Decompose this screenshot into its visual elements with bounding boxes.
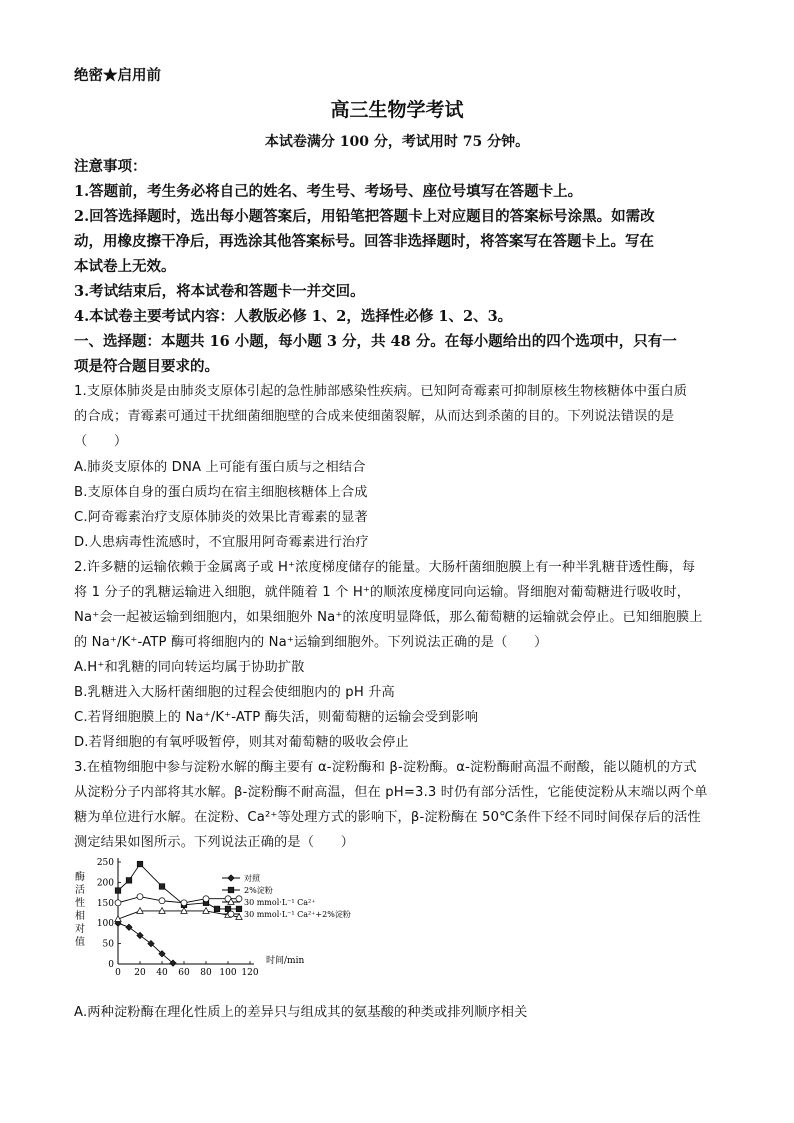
q2-option-a: A.H⁺和乳糖的同向转运均属于协助扩散 — [74, 660, 305, 675]
data-point — [159, 908, 165, 914]
data-point — [137, 908, 143, 914]
data-point — [115, 888, 121, 894]
y-axis-label-char: 值 — [75, 937, 85, 948]
note-2-line-2: 动，用橡皮擦干净后，再选涂其他答案标号。回答非选择题时，将答案写在答题卡上。写在 — [74, 233, 654, 250]
data-point — [236, 896, 242, 902]
q3-stem-line-4: 测定结果如图所示。下列说法正确的是（ ） — [74, 835, 355, 850]
q1-option-a: A.肺炎支原体的 DNA 上可能有蛋白质与之相结合 — [74, 460, 366, 475]
data-point — [181, 908, 187, 914]
q3-stem-line-2: 从淀粉分子内部将其水解。β-淀粉酶不耐高温，但在 pH=3.3 时仍有部分活性，它能使淀粉从末端以两个单 — [74, 785, 708, 800]
q2-stem-line-4: 的 Na⁺/K⁺-ATP 酶可将细胞内的 Na⁺运输到细胞外。下列说法正确的是（ ） — [74, 635, 548, 650]
q1-option-c: C.阿奇霉素治疗支原体肺炎的效果比青霉素的显著 — [74, 510, 368, 525]
enzyme-activity-chart — [70, 854, 351, 984]
x-tick-label: 100 — [219, 968, 237, 978]
data-point — [126, 878, 132, 884]
section-heading-line-2: 项是符合题目要求的。 — [74, 358, 219, 375]
y-tick-label: 250 — [96, 858, 114, 868]
data-point — [159, 898, 165, 904]
series-line-1 — [118, 923, 173, 963]
y-tick-label: 0 — [108, 960, 114, 970]
q2-option-b: B.乳糖进入大肠杆菌细胞的过程会使细胞内的 pH 升高 — [74, 685, 395, 700]
q3-stem-line-3: 糖为单位进行水解。在淀粉、Ca²⁺等处理方式的影响下，β-淀粉酶在 50℃条件下经不同时间保存后的活性 — [74, 810, 701, 825]
note-4: 4.本试卷主要考试内容：人教版必修 1、2，选择性必修 1、2、3。 — [74, 308, 513, 325]
data-point — [203, 896, 209, 902]
data-point — [126, 924, 132, 930]
data-point — [137, 932, 143, 938]
x-axis-label: 时间/min — [266, 956, 305, 966]
q1-option-d: D.人患病毒性流感时，不宜服用阿奇霉素进行治疗 — [74, 535, 369, 550]
q2-option-c: C.若肾细胞膜上的 Na⁺/K⁺-ATP 酶失活，则葡萄糖的运输会受到影响 — [74, 710, 479, 725]
data-point — [236, 906, 242, 912]
x-tick-label: 120 — [241, 968, 259, 978]
data-point — [181, 900, 187, 906]
legend-label: 2%淀粉 — [244, 886, 273, 895]
legend-marker — [228, 911, 234, 917]
exam-title: 高三生物学考试 — [330, 99, 464, 121]
note-1: 1.答题前，考生务必将自己的姓名、考生号、考场号、座位号填写在答题卡上。 — [74, 183, 583, 200]
y-axis-label-char: 活 — [75, 885, 85, 896]
data-point — [115, 900, 121, 906]
section-heading-line-1: 一、选择题：本题共 16 小题，每小题 3 分，共 48 分。在每小题给出的四个选项中，只有一 — [74, 333, 677, 350]
q2-option-d: D.若肾细胞的有氧呼吸暂停，则其对葡萄糖的吸收会停止 — [74, 735, 409, 750]
data-point — [137, 861, 143, 867]
q2-stem-line-2: 将 1 分子的乳糖运输进入细胞，就伴随着 1 个 H⁺的顺浓度梯度同向运输。肾细胞对葡萄糖进行吸收时， — [74, 585, 691, 600]
legend-label: 对照 — [244, 874, 260, 883]
exam-subtitle: 本试卷满分 100 分，考试用时 75 分钟。 — [264, 134, 530, 150]
data-point — [137, 894, 143, 900]
x-tick-label: 0 — [115, 968, 121, 978]
y-axis-label-char: 相 — [75, 911, 85, 922]
y-axis-label-char: 酶 — [75, 872, 85, 883]
q3-stem-line-1: 3.在植物细胞中参与淀粉水解的酶主要有 α-淀粉酶和 β-淀粉酶。α-淀粉酶耐高温不耐酸，能以随机的方式 — [74, 760, 697, 775]
x-tick-label: 60 — [178, 968, 190, 978]
data-point — [214, 906, 220, 912]
notes-heading: 注意事项： — [74, 158, 147, 175]
legend-marker — [228, 887, 234, 893]
y-tick-label: 200 — [96, 878, 114, 889]
data-point — [203, 908, 209, 914]
legend-marker — [228, 875, 234, 881]
data-point — [159, 884, 165, 890]
note-2-line-1: 2.回答选择题时，选出每小题答案后，用铅笔把答题卡上对应题目的答案标号涂黑。如需改 — [74, 208, 655, 225]
q1-option-b: B.支原体自身的蛋白质均在宿主细胞核糖体上合成 — [74, 485, 368, 500]
y-axis-label-char: 对 — [75, 924, 85, 935]
q2-stem-line-1: 2.许多糖的运输依赖于金属离子或 H⁺浓度梯度储存的能量。大肠杆菌细胞膜上有一种半乳糖苷透性酶，每 — [74, 560, 696, 575]
x-tick-label: 20 — [134, 968, 146, 978]
q3-option-a: A.两种淀粉酶在理化性质上的差异只与组成其的氨基酸的种类或排列顺序相关 — [74, 1005, 528, 1020]
y-tick-label: 150 — [96, 898, 114, 909]
legend-label: 30 mmol·L⁻¹ Ca²⁺ — [244, 898, 316, 907]
q1-answer-blank: （ ） — [74, 434, 128, 449]
q1-stem-line-2: 的合成；青霉素可通过干扰细菌细胞壁的合成来使细菌裂解，从而达到杀菌的目的。下列说法错误的是 — [74, 409, 675, 424]
confidential-label: 绝密★启用前 — [74, 67, 161, 84]
note-3: 3.考试结束后，将本试卷和答题卡一并交回。 — [74, 283, 365, 300]
y-tick-label: 50 — [102, 939, 114, 950]
series-line-3 — [118, 911, 239, 919]
q1-stem-line-1: 1.支原体肺炎是由肺炎支原体引起的急性肺部感染性疾病。已知阿奇霉素可抑制原核生物核糖体中蛋白质 — [74, 384, 688, 399]
y-axis-label-char: 性 — [75, 898, 85, 909]
note-2-line-3: 本试卷上无效。 — [74, 258, 176, 275]
q2-stem-line-3: Na⁺会一起被运输到细胞内，如果细胞外 Na⁺的浓度明显降低，那么葡萄糖的运输就会停止。已知细胞膜上 — [74, 610, 703, 625]
x-tick-label: 80 — [200, 968, 212, 978]
legend-label: 30 mmol·L⁻¹ Ca²⁺+2%淀粉 — [244, 910, 351, 919]
x-tick-label: 40 — [156, 968, 168, 978]
y-tick-label: 100 — [96, 919, 114, 930]
